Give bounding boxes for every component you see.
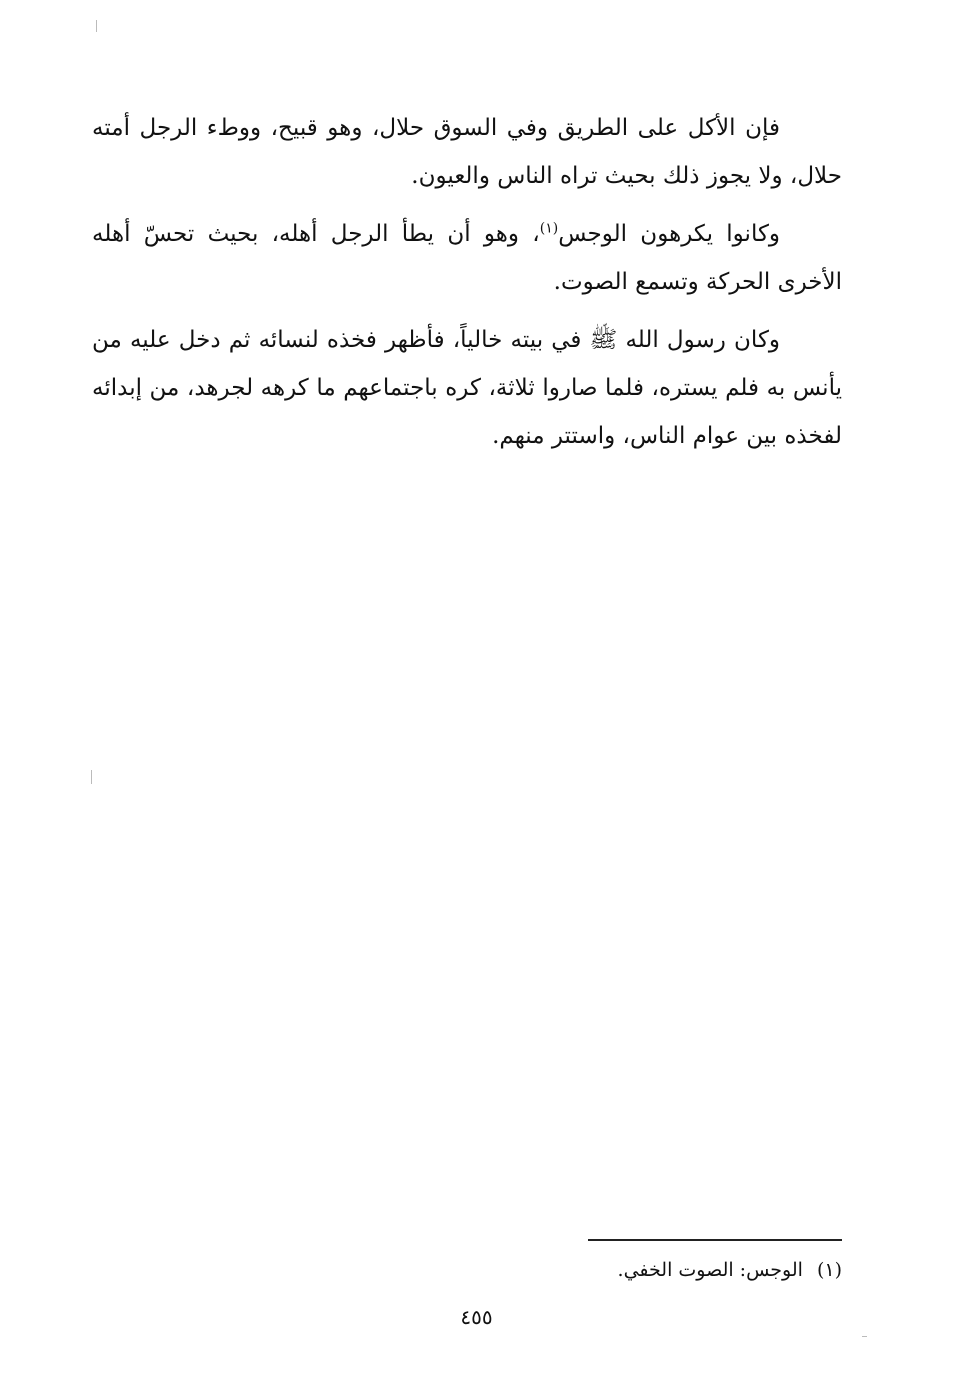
footnote-text: الوجس: الصوت الخفي. (617, 1259, 803, 1281)
footnote-reference: (١) (539, 220, 559, 237)
footnote-number: (١) (816, 1259, 842, 1281)
footnote (500, 1252, 842, 1288)
page-number: ٤٥٥ (460, 1305, 493, 1329)
paragraph-3 (92, 316, 842, 460)
footnote-divider (588, 1239, 842, 1241)
paragraph-3-text: وكان رسول الله ﷺ في بيته خالياً، فأظهر فخذه لنسائه ثم دخل عليه من يأنس به فلم يستره، فلما صاروا ثلاثة، كره باجتماعهم ما كرهه لجرهد، من إبدائه لفخذه بين عوام الناس، واستتر منهم. (92, 327, 842, 449)
scan-speck (91, 770, 92, 784)
paragraph-1-text: فإن الأكل على الطريق وفي السوق حلال، وهو قبيح، ووطء الرجل أمته حلال، ولا يجوز ذلك بحيث تراه الناس والعيون. (92, 115, 842, 189)
paragraph-2-text-after: ، وهو أن يطأ الرجل أهله، بحيث تحسّ أهله الأخرى الحركة وتسمع الصوت. (92, 221, 842, 295)
paragraph-1 (92, 104, 842, 200)
paragraph-2-text-before: وكانوا يكرهون الوجس (558, 221, 781, 247)
scan-speck (96, 20, 97, 32)
scan-speck (862, 1336, 867, 1337)
paragraph-2 (92, 210, 842, 306)
main-text (92, 104, 842, 470)
